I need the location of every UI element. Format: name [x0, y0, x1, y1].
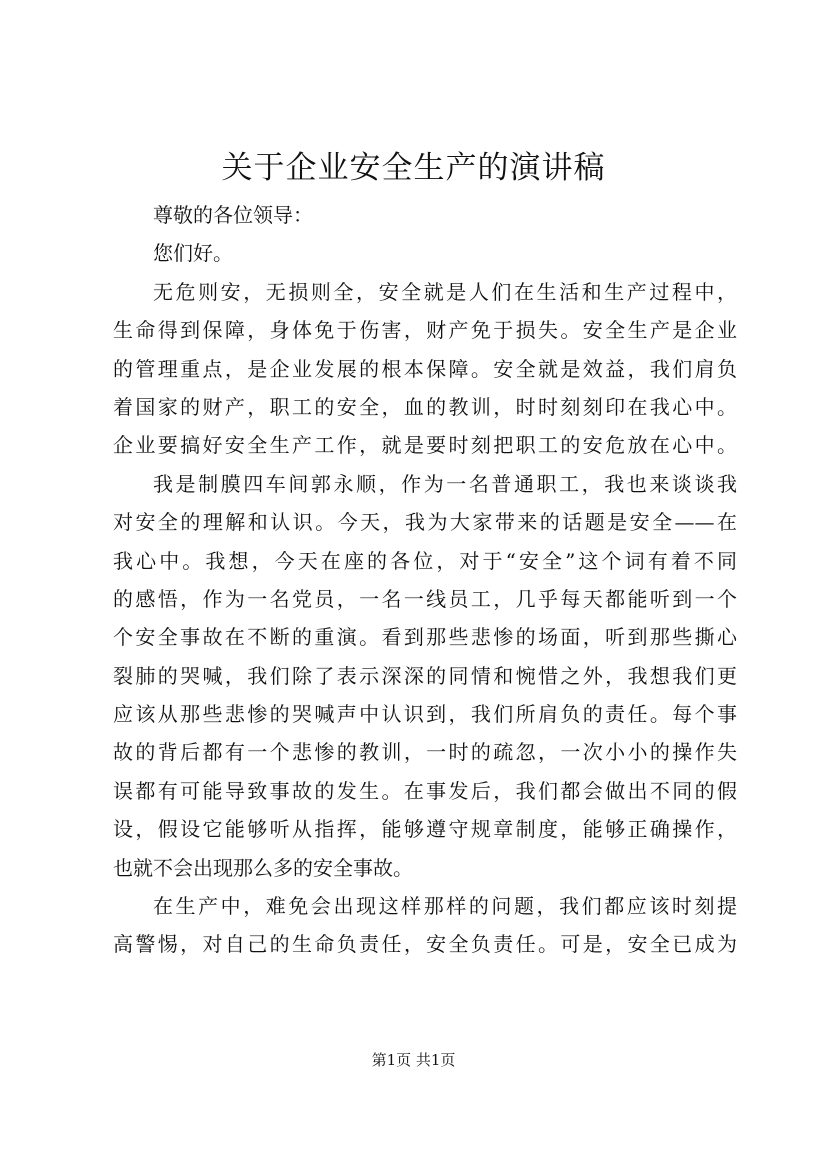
paragraph-2-line-5: 个安全事故在不断的重演。看到那些悲惨的场面，听到那些撕心 — [113, 625, 737, 650]
paragraph-2-line-9: 误都有可能导致事故的发生。在事发后，我们都会做出不同的假 — [113, 778, 737, 803]
paragraph-2-line-11: 也就不会出现那么多的安全事故。 — [113, 855, 413, 880]
paragraph-1-line-3: 的管理重点，是企业发展的根本保障。安全就是效益，我们肩负 — [113, 356, 737, 381]
greeting-line: 您们好。 — [153, 241, 233, 266]
paragraph-2-line-3: 我心中。我想，今天在座的各位，对于“安全”这个词有着不同 — [113, 548, 737, 573]
salutation-line: 尊敬的各位领导： — [153, 203, 313, 227]
paragraph-1-line-1: 无危则安，无损则全，安全就是人们在生活和生产过程中， — [153, 279, 737, 304]
paragraph-1-line-4: 着国家的财产，职工的安全，血的教训，时时刻刻印在我心中。 — [113, 394, 737, 419]
paragraph-1-line-2: 生命得到保障，身体免于伤害，财产免于损失。安全生产是企业 — [113, 318, 737, 343]
paragraph-3-line-2: 高警惕，对自己的生命负责任，安全负责任。可是，安全已成为 — [113, 932, 737, 957]
paragraph-2-line-6: 裂肺的哭喊，我们除了表示深深的同情和惋惜之外，我想我们更 — [113, 663, 737, 688]
paragraph-2-line-7: 应该从那些悲惨的哭喊声中认识到，我们所肩负的责任。每个事 — [113, 702, 737, 727]
paragraph-2-line-2: 对安全的理解和认识。今天，我为大家带来的话题是安全——在 — [113, 510, 737, 535]
paragraph-2-line-10: 设，假设它能够听从指挥，能够遵守规章制度，能够正确操作， — [113, 817, 737, 842]
paragraph-1-line-5: 企业要搞好安全生产工作，就是要时刻把职工的安危放在心中。 — [113, 433, 737, 458]
document-title: 关于企业安全生产的演讲稿 — [221, 150, 606, 186]
paragraph-3-line-1: 在生产中，难免会出现这样那样的问题，我们都应该时刻提 — [153, 894, 737, 919]
paragraph-2-line-1: 我是制膜四车间郭永顺，作为一名普通职工，我也来谈谈我 — [153, 471, 737, 496]
paragraph-2-line-8: 故的背后都有一个悲惨的教训，一时的疏忽，一次小小的操作失 — [113, 740, 737, 765]
document-body — [113, 196, 737, 964]
paragraph-2-line-4: 的感悟，作为一名党员，一名一线员工，几乎每天都能听到一个 — [113, 586, 737, 611]
page-number-footer: 第1页 共1页 — [371, 1051, 456, 1069]
